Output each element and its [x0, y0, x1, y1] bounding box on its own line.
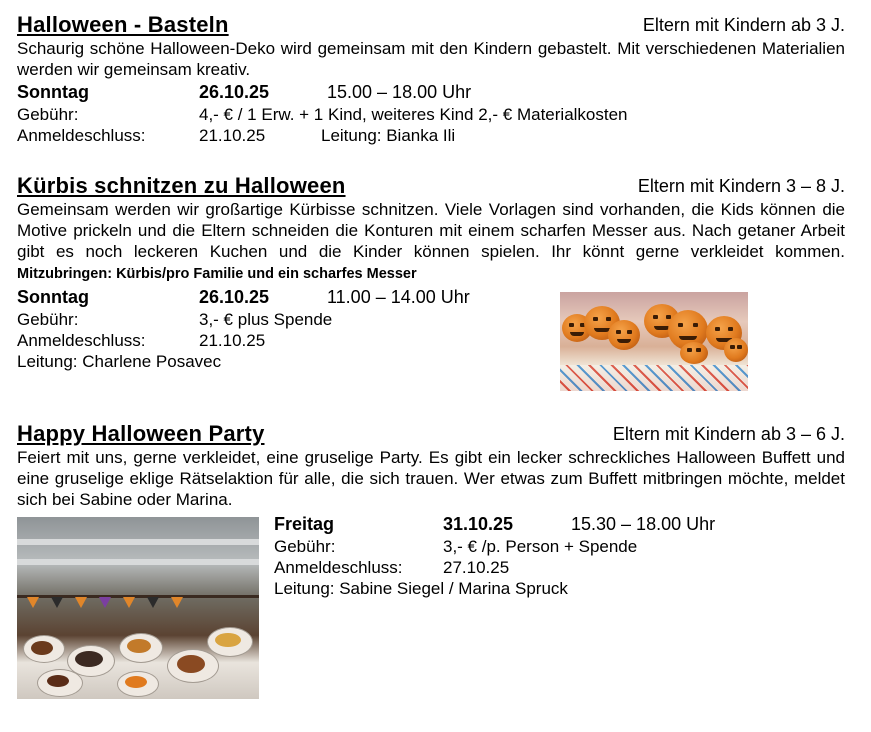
- fee-label: Gebühr:: [274, 537, 336, 556]
- event-age-group: Eltern mit Kindern ab 3 – 6 J.: [612, 424, 845, 444]
- event-description-text: Gemeinsam werden wir großartige Kürbisse schnitzen. Viele Vorlagen sind vorhanden, die Kids können die Motive prickeln und die Eltern schneiden die Konturen mit einem scharfen Messer aus. Nach getaner Arbeit gibt es noch leckeren Kuchen und die Kinder können spielen. Ihr könnt gerne verkleidet kommen.: [17, 200, 845, 261]
- event-title: Happy Halloween Party: [17, 421, 265, 446]
- fee-value: 3,- € plus Spende: [199, 310, 333, 329]
- event-lead: Leitung: Sabine Siegel / Marina Spruck: [274, 579, 568, 598]
- event-header: [17, 421, 845, 447]
- tablecloth: [560, 365, 748, 391]
- deadline-label: Anmeldeschluss:: [17, 331, 146, 350]
- event-day: Sonntag: [17, 82, 89, 102]
- event-time: 15.00 – 18.00 Uhr: [327, 82, 472, 102]
- event-fee-row: [17, 104, 845, 125]
- event-time: 11.00 – 14.00 Uhr: [327, 287, 470, 307]
- event-date: 31.10.25: [443, 514, 514, 534]
- pumpkin: [608, 320, 640, 350]
- pumpkin: [680, 342, 708, 364]
- pumpkin-carving-photo: [560, 292, 748, 391]
- event-title: Kürbis schnitzen zu Halloween: [17, 173, 346, 198]
- event-lead: Leitung: Charlene Posavec: [17, 352, 222, 371]
- event-lead-row: [274, 578, 734, 599]
- deadline-value: 21.10.25: [199, 126, 266, 145]
- event-day: Sonntag: [17, 287, 89, 307]
- event-age-group: Eltern mit Kindern 3 – 8 J.: [637, 176, 845, 196]
- deadline-label: Anmeldeschluss:: [17, 126, 146, 145]
- event-fee-row: [274, 536, 734, 557]
- event-time: 15.30 – 18.00 Uhr: [571, 514, 716, 534]
- deadline-value: 27.10.25: [443, 558, 510, 577]
- event-description: Feiert mit uns, gerne verkleidet, eine gruselige Party. Es gibt ein lecker schreckliches Halloween Buffett und eine gruselige eklige Rätselaktion für alle, die sich trauen. Wer etwas zum Buffett mitbringen möchte, meldet sich bei Sabine oder Marina.: [17, 448, 845, 509]
- event-header: [17, 12, 845, 38]
- event-title: Halloween - Basteln: [17, 12, 229, 37]
- event-day: Freitag: [274, 514, 335, 534]
- event-halloween-basteln: [17, 12, 845, 146]
- event-happy-halloween-party: [17, 421, 845, 510]
- deadline-value: 21.10.25: [199, 331, 266, 350]
- event-deadline-row: [274, 557, 734, 578]
- fee-value: 4,- € / 1 Erw. + 1 Kind, weiteres Kind 2,- € Materialkosten: [199, 105, 628, 124]
- fee-label: Gebühr:: [17, 105, 79, 124]
- halloween-party-buffet-photo: [17, 517, 259, 699]
- event-lead: Leitung: Bianka Ili: [321, 126, 456, 145]
- event-header: [17, 173, 845, 199]
- event-deadline-row: [17, 125, 845, 146]
- event-age-group: Eltern mit Kindern ab 3 J.: [642, 15, 845, 35]
- deadline-label: Anmeldeschluss:: [274, 558, 403, 577]
- pumpkin: [724, 338, 748, 362]
- event-description: [17, 199, 845, 285]
- fee-label: Gebühr:: [17, 310, 79, 329]
- event-happy-halloween-party-details: [274, 512, 734, 599]
- event-bring-note: Mitzubringen: Kürbis/pro Familie und ein scharfes Messer: [17, 266, 417, 282]
- fee-value: 3,- € /p. Person + Spende: [443, 537, 638, 556]
- event-description: Schaurig schöne Halloween-Deko wird gemeinsam mit den Kindern gebastelt. Mit verschiedenen Materialien werden wir gemeinsam kreativ.: [17, 39, 845, 79]
- event-date: 26.10.25: [199, 287, 270, 307]
- event-schedule: [17, 80, 845, 104]
- event-schedule: [274, 512, 734, 536]
- event-date: 26.10.25: [199, 82, 270, 102]
